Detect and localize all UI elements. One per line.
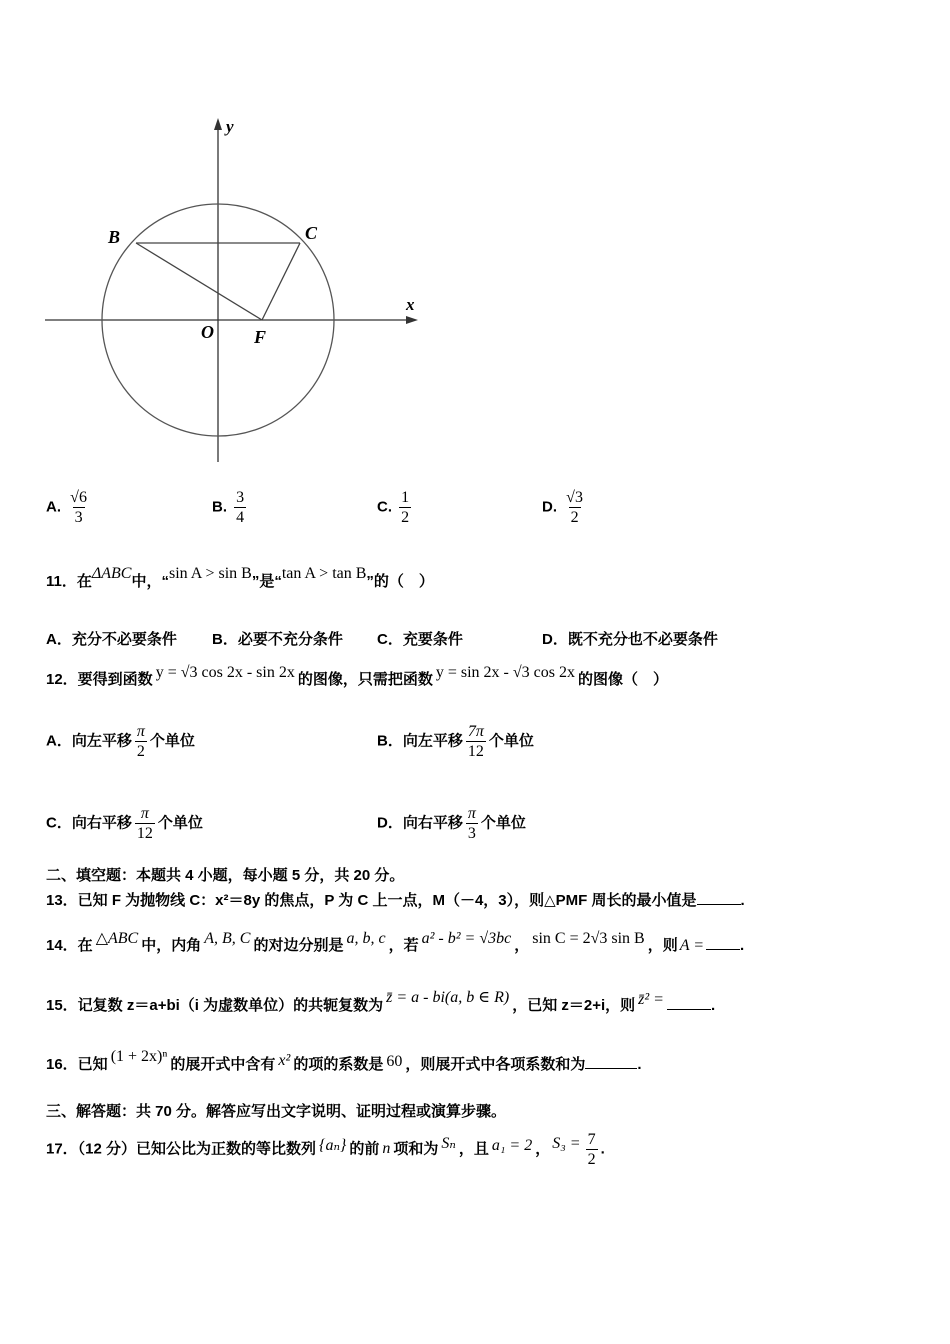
q12-option-a: A．向左平移 $\frac{\pi}{2}$ 个单位: [46, 723, 195, 760]
q16: 16．已知 (1 + 2x)ⁿ 的展开式中含有 x² 的项的系数是 60 ，则展开式中各项系数和为 .: [46, 1048, 642, 1073]
q11-option-c: C．充要条件: [377, 631, 463, 648]
q10-option-c: C. $\frac{1}{2}$: [377, 489, 410, 526]
q11-option-b: B．必要不充分条件: [212, 631, 343, 648]
q14: 14．在 △ABC 中，内角 A, B, C 的对边分别是 a, b, c ，若 a² - b² = √3bc ， sin C = 2√3 sin B ，则 A = .: [46, 930, 745, 954]
label-x: x: [406, 295, 415, 314]
q10-option-d: D. $\frac{√3}{2}$: [542, 489, 583, 526]
q11-option-a: A．充分不必要条件: [46, 631, 177, 648]
q12-option-b: B．向左平移 $\frac{7\pi}{12}$ 个单位: [377, 723, 534, 760]
q12-stem: 12．要得到函数 y = √3 cos 2x - sin 2x 的图像，只需把函数 y = sin 2x - √3 cos 2x 的图像（ ）: [46, 664, 668, 688]
q10-option-b: B. $\frac{3}{4}$: [212, 489, 245, 526]
label-b: B: [108, 227, 121, 247]
x-axis-arrow: [406, 316, 418, 324]
y-axis-arrow: [214, 118, 222, 130]
q12-option-c: C．向右平移 $\frac{\pi}{12}$ 个单位: [46, 805, 203, 842]
q11-option-d: D．既不充分也不必要条件: [542, 631, 718, 648]
segment-cf: [262, 243, 300, 320]
section3-heading: 三、解答题：共 70 分。解答应写出文字说明、证明过程或演算步骤。: [46, 1103, 507, 1120]
label-c: C: [305, 223, 318, 243]
q13: 13．已知 F 为抛物线 C：x²＝8y 的焦点，P 为 C 上一点，M（－4，3），则△PMF 周长的最小值是 .: [46, 892, 745, 909]
label-y: y: [226, 117, 234, 136]
q17: 17．（12 分）已知公比为正数的等比数列 {aₙ} 的前 n 项和为 Sₙ ，且 a₁ = 2 ， S₃ = $\frac{7}{2}$ .: [46, 1131, 605, 1168]
label-f: F: [254, 327, 267, 347]
section2-heading: 二、填空题：本题共 4 小题，每小题 5 分，共 20 分。: [46, 867, 405, 884]
segment-bf: [136, 243, 262, 320]
q12-option-d: D．向右平移 $\frac{\pi}{3}$ 个单位: [377, 805, 526, 842]
q15: 15．记复数 z＝a+bi（i 为虚数单位）的共轭复数为 z̄ = a - bi(a, b ∈ R) ，已知 z＝2+i，则 z̄² = .: [46, 989, 716, 1014]
label-o: O: [201, 322, 214, 342]
q10-option-a: A. $\frac{√6}{3}$: [46, 489, 87, 526]
geometry-figure: [40, 110, 440, 470]
q11-stem: 11．在ΔABC中，“sin A > sin B”是“tan A > tan B”的（ ）: [46, 565, 434, 590]
